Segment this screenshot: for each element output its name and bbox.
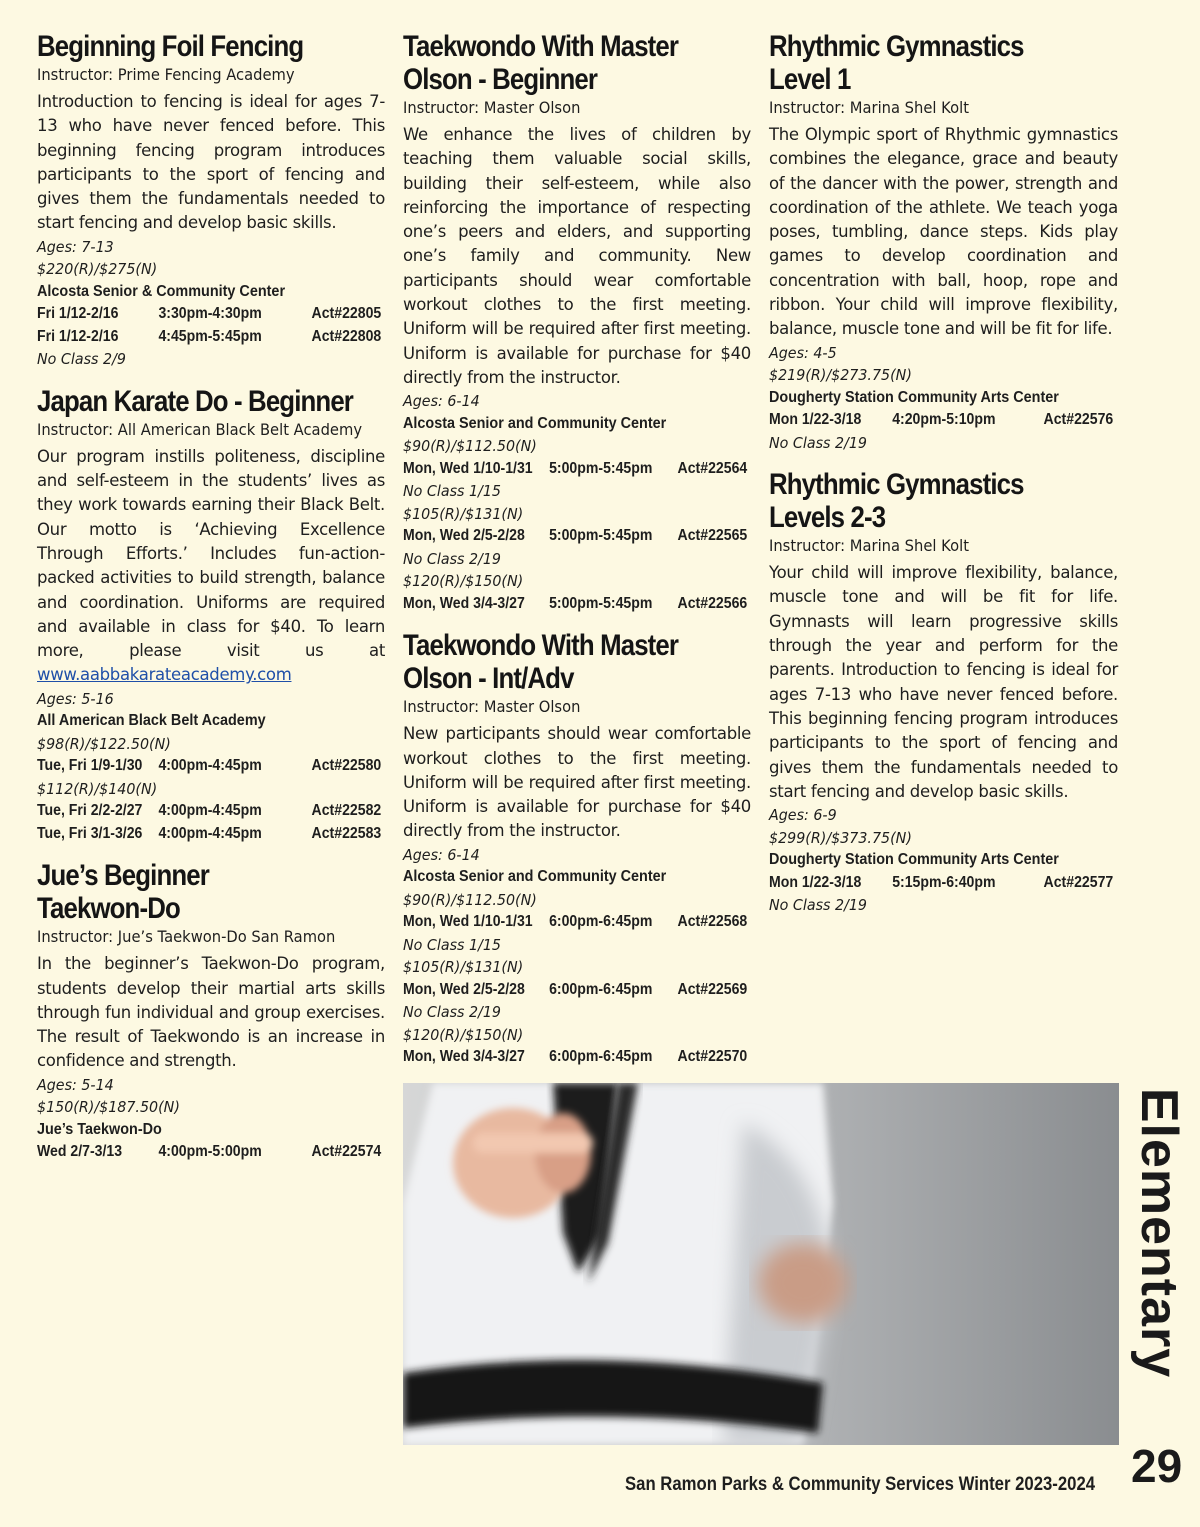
price: $90(R)/$112.50(N) <box>403 890 537 909</box>
description: Your child will improve flexibility, balance, muscle tone and will be fit for life. Gymnasts will learn progressive skills through the year and perform for the parents. Introduction to fencing is ideal for ages 7-13 who have never fenced before. This beginning fencing program introduces participants to the sport of fencing and gives them the fundamentals needed to start fencing and develop basic skills. <box>769 563 1118 801</box>
title-line-1: Jue’s Beginner <box>37 859 209 893</box>
schedule-row <box>403 525 751 548</box>
time: 6:00pm-6:45pm <box>549 980 653 998</box>
days: Mon, Wed 3/4-3/27 <box>403 594 525 612</box>
karate-photo <box>403 1083 1119 1445</box>
time: 3:30pm-4:30pm <box>158 305 262 323</box>
time: 4:00pm-5:00pm <box>158 1143 262 1161</box>
class-japan-karate-do <box>37 385 385 845</box>
activity-number: Act#22565 <box>677 527 748 545</box>
days: Tue, Fri 2/2-2/27 <box>37 802 143 820</box>
description-text: Our program instills politeness, discipline and self-esteem in the students’ lives as they work towards earning their Black Belt. Our motto is ‘Achieving Excellence Through Efforts.’ Includes fun-action-packed activities to build strength, balance and coordination. Uniforms are required and available in class for $40. To learn more, please visit us at <box>37 446 385 661</box>
time: 5:00pm-5:45pm <box>549 459 653 477</box>
time: 5:00pm-5:45pm <box>549 594 653 612</box>
schedule-row <box>769 409 1118 432</box>
location: Alcosta Senior & Community Center <box>37 282 286 300</box>
location: Alcosta Senior and Community Center <box>403 868 667 886</box>
column-2 <box>403 30 751 1069</box>
time: 4:00pm-4:45pm <box>158 824 262 842</box>
description <box>37 445 385 688</box>
activity-number: Act#22566 <box>677 594 748 612</box>
schedule-row <box>37 800 385 823</box>
instructor: Instructor: All American Black Belt Academy <box>37 419 363 439</box>
ages: Ages: 6-14 <box>403 845 480 864</box>
description: We enhance the lives of children by teaching them valuable social skills, building their self-esteem, while also reinforcing the importance of respecting one’s peers and elders, and supporting one’s family and community. New participants should wear comfortable workout clothes to the first meeting. Uniform will be required after first meeting. Uniform is available for purchase for $40 directly from the instructor. <box>403 125 751 387</box>
days: Mon, Wed 1/10-1/31 <box>403 913 533 931</box>
days: Tue, Fri 1/9-1/30 <box>37 757 143 775</box>
academy-link[interactable]: www.aabbakarateacademy.com <box>37 665 292 685</box>
title-line-1: Rhythmic Gymnastics <box>769 468 1024 502</box>
price: $90(R)/$112.50(N) <box>403 437 537 456</box>
ages: Ages: 4-5 <box>769 343 837 362</box>
time: 4:00pm-4:45pm <box>158 757 262 775</box>
schedule-row <box>37 1141 385 1164</box>
class-rhythmic-gymnastics-level-1 <box>769 30 1118 454</box>
schedule-row <box>37 755 385 778</box>
schedule-row <box>769 872 1118 895</box>
price: $120(R)/$150(N) <box>403 1025 524 1044</box>
schedule-row <box>37 326 385 349</box>
footer: San Ramon Parks & Community Services Winter 2023-2024 <box>625 1474 1096 1495</box>
days: Fri 1/12-2/16 <box>37 327 119 345</box>
ages: Ages: 6-14 <box>403 392 480 411</box>
column-1 <box>37 30 385 1164</box>
days: Mon, Wed 1/10-1/31 <box>403 459 533 477</box>
days: Mon, Wed 3/4-3/27 <box>403 1048 525 1066</box>
schedule-row <box>403 979 751 1002</box>
schedule-row <box>37 823 385 846</box>
days: Fri 1/12-2/16 <box>37 305 119 323</box>
price: $299(R)/$373.75(N) <box>769 828 912 847</box>
time: 4:45pm-5:45pm <box>158 327 262 345</box>
class-title: Beginning Foil Fencing <box>37 30 304 63</box>
time: 4:00pm-4:45pm <box>158 802 262 820</box>
instructor: Instructor: Master Olson <box>403 98 581 117</box>
activity-number: Act#22583 <box>311 824 382 842</box>
activity-number: Act#22805 <box>311 305 382 323</box>
description: In the beginner’s Taekwon-Do program, students develop their martial arts skills through fun individual and group exercises. The result of Taekwondo is an increase in confidence and strength. <box>37 954 385 1071</box>
ages: Ages: 5-14 <box>37 1075 114 1094</box>
title-line-2: Levels 2-3 <box>769 501 886 535</box>
instructor: Instructor: Jue’s Taekwon-Do San Ramon <box>37 927 336 947</box>
instructor: Instructor: Prime Fencing Academy <box>37 65 295 84</box>
location: Jue’s Taekwon-Do <box>37 1120 162 1138</box>
no-class-note: No Class 1/15 <box>403 482 502 501</box>
no-class-note: No Class 2/9 <box>37 350 126 369</box>
time: 5:00pm-5:45pm <box>549 527 653 545</box>
description: The Olympic sport of Rhythmic gymnastics combines the elegance, grace and beauty of the dancer with the power, strength and coordination of the athlete. We teach yoga poses, tumbling, dance steps. Kids play games to develop coordination and concentration with ball, hoop, rope and ribbon. Your child will improve flexibility, balance, muscle tone and will be fit for life. <box>769 125 1118 339</box>
title-line-2: Olson - Beginner <box>403 63 598 96</box>
days: Tue, Fri 3/1-3/26 <box>37 824 143 842</box>
class-taekwondo-int-adv <box>403 629 751 1068</box>
days: Mon, Wed 2/5-2/28 <box>403 980 525 998</box>
time: 6:00pm-6:45pm <box>549 913 653 931</box>
price: $105(R)/$131(N) <box>403 504 524 523</box>
class-rhythmic-gymnastics-levels-2-3 <box>769 468 1118 916</box>
class-beginning-foil-fencing <box>37 30 385 371</box>
section-label <box>1128 1087 1190 1379</box>
no-class-note: No Class 2/19 <box>769 433 868 452</box>
no-class-note: No Class 2/19 <box>403 1003 502 1022</box>
time: 6:00pm-6:45pm <box>549 1048 653 1066</box>
price: $150(R)/$187.50(N) <box>37 1098 180 1117</box>
activity-number: Act#22808 <box>311 327 382 345</box>
class-jues-beginner-taekwondo <box>37 859 385 1163</box>
time: 5:15pm-6:40pm <box>892 873 996 891</box>
activity-number: Act#22580 <box>311 757 382 775</box>
no-class-note: No Class 2/19 <box>403 549 502 568</box>
instructor: Instructor: Marina Shel Kolt <box>769 536 969 556</box>
time: 4:20pm-5:10pm <box>892 411 996 429</box>
ages: Ages: 6-9 <box>769 806 837 825</box>
activity-number: Act#22574 <box>311 1143 382 1161</box>
activity-number: Act#22568 <box>677 913 748 931</box>
activity-number: Act#22564 <box>677 459 748 477</box>
class-title <box>403 30 750 96</box>
title-line-2: Level 1 <box>769 63 851 96</box>
activity-number: Act#22569 <box>677 980 748 998</box>
class-title <box>403 629 750 695</box>
class-title <box>769 468 1117 534</box>
instructor: Instructor: Master Olson <box>403 697 581 717</box>
schedule-row <box>403 458 751 481</box>
days: Wed 2/7-3/13 <box>37 1143 123 1161</box>
days: Mon, Wed 2/5-2/28 <box>403 527 525 545</box>
ages: Ages: 7-13 <box>37 237 114 256</box>
activity-number: Act#22576 <box>1043 411 1114 429</box>
section-label-text: Elementary <box>1130 1087 1188 1379</box>
ages: Ages: 5-16 <box>37 689 114 708</box>
class-title <box>37 859 384 925</box>
price: $120(R)/$150(N) <box>403 572 524 591</box>
title-line-2: Taekwon-Do <box>37 892 180 926</box>
location: Dougherty Station Community Arts Center <box>769 388 1059 406</box>
schedule-row <box>403 1046 751 1069</box>
location: All American Black Belt Academy <box>37 712 266 730</box>
class-title: Japan Karate Do - Beginner <box>37 384 353 418</box>
class-title <box>769 30 1117 96</box>
location: Dougherty Station Community Arts Center <box>769 851 1059 869</box>
title-line-1: Taekwondo With Master <box>403 30 679 63</box>
schedule-row <box>37 303 385 326</box>
class-taekwondo-beginner <box>403 30 751 615</box>
karate-uniform-illustration <box>403 1083 1119 1445</box>
page-number: 29 <box>1131 1440 1183 1492</box>
activity-number: Act#22577 <box>1043 873 1114 891</box>
title-line-2: Olson - Int/Adv <box>403 662 574 696</box>
schedule-row <box>403 593 751 616</box>
schedule-row <box>403 911 751 934</box>
no-class-note: No Class 1/15 <box>403 935 502 954</box>
description: New participants should wear comfortable workout clothes to the first meeting. Uniform will be required after first meeting. Uniform is available for purchase for $40 directly from the instructor. <box>403 724 751 841</box>
location: Alcosta Senior and Community Center <box>403 414 667 432</box>
title-line-1: Taekwondo With Master <box>403 629 679 663</box>
title-line-1: Rhythmic Gymnastics <box>769 30 1024 63</box>
price: $98(R)/$122.50(N) <box>37 734 171 753</box>
description: Introduction to fencing is ideal for ages 7-13 who have never fenced before. This beginning fencing program introduces participants to the sport of fencing and gives them the fundamentals needed to start fencing and develop basic skills. <box>37 92 385 233</box>
price: $112(R)/$140(N) <box>37 779 158 798</box>
days: Mon 1/22-3/18 <box>769 873 862 891</box>
price: $219(R)/$273.75(N) <box>769 366 912 385</box>
activity-number: Act#22582 <box>311 802 382 820</box>
activity-number: Act#22570 <box>677 1048 748 1066</box>
price: $105(R)/$131(N) <box>403 958 524 977</box>
days: Mon 1/22-3/18 <box>769 411 862 429</box>
no-class-note: No Class 2/19 <box>769 896 868 915</box>
price: $220(R)/$275(N) <box>37 260 158 279</box>
instructor: Instructor: Marina Shel Kolt <box>769 98 969 117</box>
column-3 <box>769 30 1118 917</box>
